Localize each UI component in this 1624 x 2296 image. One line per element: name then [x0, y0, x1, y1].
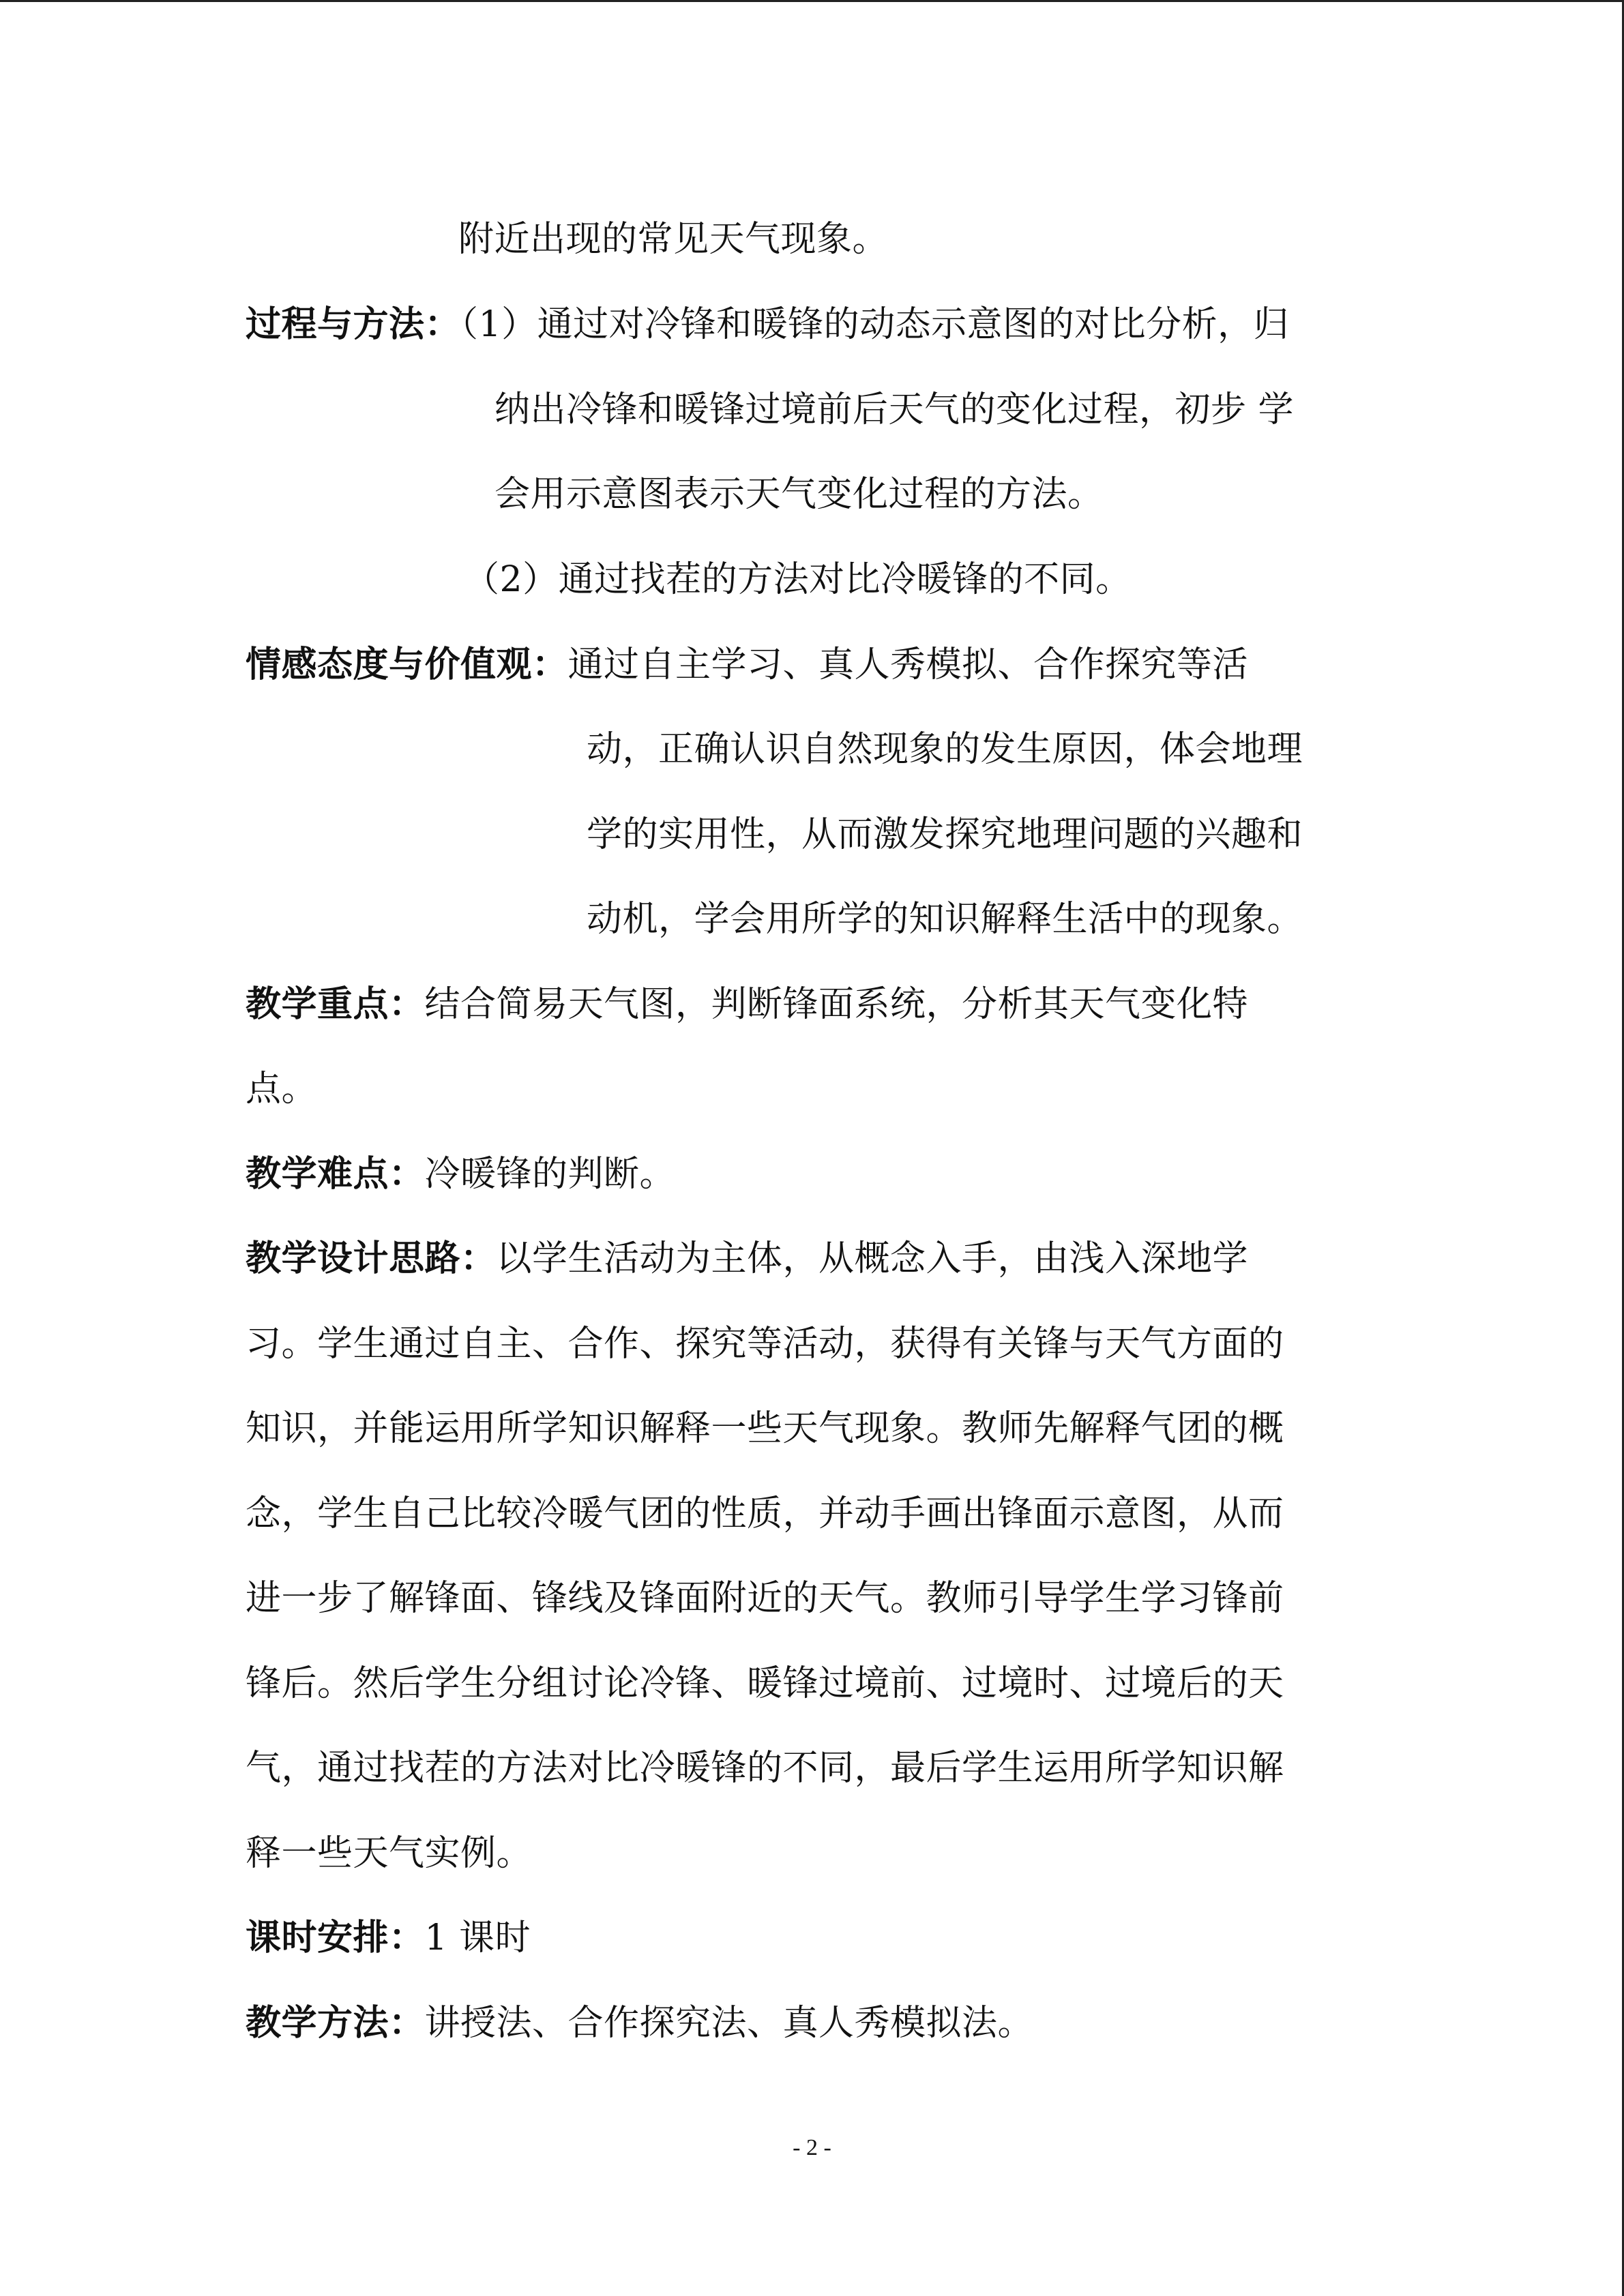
key-points-line1: 结合简易天气图，判断锋面系统，分析其天气变化特 — [424, 984, 1249, 1025]
design-ideas-line8: 释一些天气实例。 — [246, 1833, 533, 1874]
process-methods-item2: （2）通过找茬的方法对比冷暖锋的不同。 — [464, 559, 1132, 600]
key-points-row — [246, 981, 1248, 1028]
design-ideas-line3: 知识，并能运用所学知识解释一些天气现象。教师先解释气团的概 — [246, 1408, 1284, 1449]
emotion-values-line1: 通过自主学习、真人秀模拟、合作探究等活 — [567, 644, 1249, 685]
emotion-values-line3: 学的实用性，从而激发探究地理问题的兴趣和 — [587, 814, 1303, 855]
design-ideas-line1: 以学生活动为主体，从概念入手，由浅入深地学 — [496, 1238, 1249, 1279]
key-points-label: 教学重点： — [246, 983, 425, 1025]
process-methods-item1-line1: （1）通过对冷锋和暖锋的动态示意图的对比分析，归 — [460, 304, 1290, 345]
schedule-row — [246, 1914, 531, 1962]
knowledge-objective-tail: 附近出现的常见天气现象。 — [458, 219, 889, 260]
process-methods-row — [246, 301, 1289, 348]
design-ideas-row — [246, 1235, 1248, 1283]
page-border-top — [0, 0, 1624, 2]
emotion-values-line4: 动机，学会用所学的知识解释生活中的现象。 — [587, 899, 1303, 940]
emotion-values-line2: 动，正确认识自然现象的发生原因，体会地理 — [587, 729, 1303, 770]
process-methods-item1-line2: 纳出冷锋和暖锋过境前后天气的变化过程，初步 学 — [494, 389, 1295, 430]
difficult-points-row — [246, 1150, 675, 1198]
difficult-points-label: 教学难点： — [246, 1153, 425, 1195]
design-ideas-label: 教学设计思路： — [246, 1238, 497, 1279]
difficult-points-text: 冷暖锋的判断。 — [424, 1154, 676, 1195]
emotion-values-label: 情感态度与价值观： — [246, 644, 568, 685]
process-methods-label: 过程与方法： — [246, 303, 461, 345]
methods-text: 讲授法、合作探究法、真人秀模拟法。 — [424, 2003, 1034, 2044]
process-methods-item1-line3: 会用示意图表示天气变化过程的方法。 — [494, 474, 1104, 515]
page-number: - 2 - — [793, 2135, 831, 2160]
schedule-label: 课时安排： — [246, 1917, 425, 1958]
key-points-line2: 点。 — [246, 1069, 318, 1109]
design-ideas-line2: 习。学生通过自主、合作、探究等活动，获得有关锋与天气方面的 — [246, 1324, 1284, 1365]
methods-label: 教学方法： — [246, 2002, 425, 2044]
design-ideas-line7: 气，通过找茬的方法对比冷暖锋的不同，最后学生运用所学知识解 — [246, 1748, 1284, 1789]
design-ideas-line6: 锋后。然后学生分组讨论冷锋、暖锋过境前、过境时、过境后的天 — [246, 1663, 1284, 1704]
design-ideas-line4: 念，学生自己比较冷暖气团的性质，并动手画出锋面示意图，从而 — [246, 1493, 1284, 1534]
emotion-values-row — [246, 641, 1248, 689]
methods-row — [246, 1999, 1033, 2047]
design-ideas-line5: 进一步了解锋面、锋线及锋面附近的天气。教师引导学生学习锋前 — [246, 1578, 1284, 1619]
schedule-text: 1 课时 — [424, 1918, 531, 1958]
